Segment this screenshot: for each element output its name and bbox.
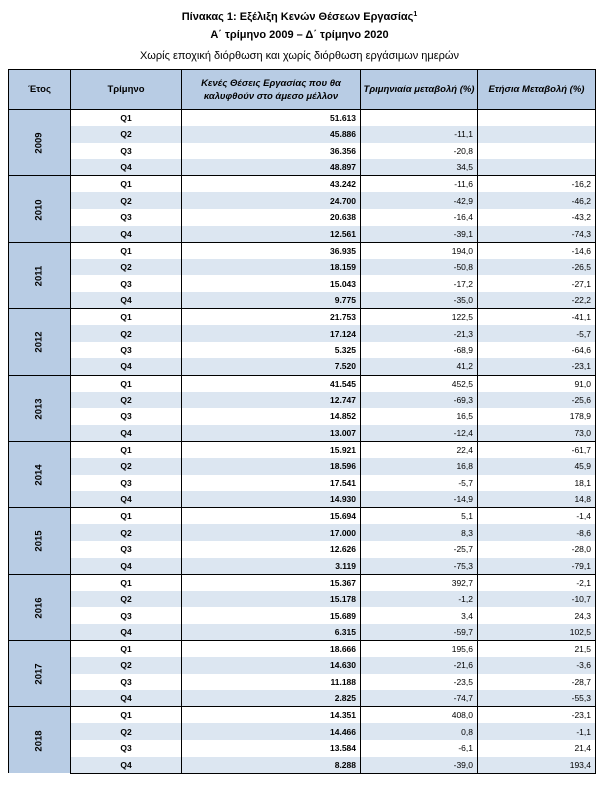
quarterly-change-cell: -5,7: [361, 475, 478, 492]
table-row: [9, 209, 596, 226]
year-label: 2009: [33, 132, 45, 154]
quarter-cell: Q3: [120, 477, 132, 488]
table-row: [9, 707, 596, 724]
table-row: [9, 674, 596, 691]
table-row: [9, 176, 596, 193]
vacancies-cell: 20.638: [182, 209, 361, 226]
quarter-cell: Q4: [71, 226, 182, 243]
annual-change-cell: -14,6: [478, 242, 596, 259]
quarter-cell: Q3: [120, 278, 132, 289]
quarter-cell: Q1: [71, 508, 182, 525]
table-row: [9, 143, 596, 160]
quarter-cell: Q2: [71, 524, 182, 541]
table-row: [9, 574, 596, 591]
table-row: [9, 524, 596, 541]
quarterly-change-cell: -39,0: [361, 757, 478, 774]
year-label: 2016: [33, 597, 45, 619]
quarter-cell: Q2: [71, 192, 182, 209]
quarterly-change-cell: -23,5: [361, 674, 478, 691]
annual-change-cell: -55,3: [478, 690, 596, 707]
annual-change-cell: 73,0: [478, 425, 596, 442]
annual-change-cell: -10,7: [478, 591, 596, 608]
vacancies-cell: 18.159: [182, 259, 361, 276]
vacancies-cell: 21.753: [182, 309, 361, 326]
annual-change-cell: -46,2: [478, 192, 596, 209]
table-row: [9, 159, 596, 176]
vacancies-cell: 18.596: [182, 458, 361, 475]
annual-change-cell: -3,6: [478, 657, 596, 674]
quarter-cell: Q1: [71, 574, 182, 591]
vacancies-cell: 36.356: [182, 143, 361, 160]
annual-change-cell: -22,2: [478, 292, 596, 309]
quarter-cell: Q4: [71, 159, 182, 176]
annual-change-cell: -23,1: [478, 358, 596, 375]
quarter-cell: Q4: [71, 358, 182, 375]
quarter-cell: Q3: [120, 345, 132, 356]
quarterly-change-cell: -12,4: [361, 425, 478, 442]
annual-change-cell: -23,1: [478, 707, 596, 724]
table-row: [9, 690, 596, 707]
quarterly-change-cell: -68,9: [361, 342, 478, 359]
quarter-cell: Q4: [71, 690, 182, 707]
table-row: [9, 408, 596, 425]
annual-change-cell: [478, 159, 596, 176]
quarter-cell: Q2: [71, 591, 182, 608]
vacancies-cell: 15.043: [182, 275, 361, 292]
table-row: [9, 292, 596, 309]
quarter-cell: Q3: [120, 743, 132, 754]
year-label: 2011: [33, 265, 45, 287]
table-row: [9, 757, 596, 774]
quarterly-change-cell: 194,0: [361, 242, 478, 259]
annual-change-cell: 21,5: [478, 641, 596, 658]
quarter-cell: Q4: [71, 624, 182, 641]
annual-change-cell: -8,6: [478, 524, 596, 541]
vacancies-cell: 9.775: [182, 292, 361, 309]
annual-change-cell: 193,4: [478, 757, 596, 774]
table-row: [9, 342, 596, 359]
quarter-cell: Q1: [71, 441, 182, 458]
table-title-text: Πίνακας 1: Εξέλιξη Κενών Θέσεων Εργασίας: [181, 11, 414, 23]
table-row: [9, 226, 596, 243]
vacancies-cell: 36.935: [182, 242, 361, 259]
annual-change-cell: -64,6: [478, 342, 596, 359]
table-row: [9, 259, 596, 276]
quarterly-change-cell: 0,8: [361, 723, 478, 740]
quarter-cell: Q4: [71, 558, 182, 575]
quarter-cell: Q2: [71, 126, 182, 143]
quarter-cell: Q2: [71, 458, 182, 475]
quarterly-change-cell: -42,9: [361, 192, 478, 209]
table-row: [9, 309, 596, 326]
year-label: 2013: [33, 398, 45, 420]
quarterly-change-cell: -21,3: [361, 325, 478, 342]
quarterly-change-cell: 3,4: [361, 607, 478, 624]
table-row: [9, 325, 596, 342]
header-quarterly-change: Τριμηνιαία μεταβολή (%): [361, 70, 478, 110]
annual-change-cell: 21,4: [478, 740, 596, 757]
vacancies-cell: 15.921: [182, 441, 361, 458]
table-title: [0, 9, 599, 26]
annual-change-cell: -1,1: [478, 723, 596, 740]
header-annual-change: Ετήσια Μεταβολή (%): [478, 70, 596, 110]
table-row: [9, 126, 596, 143]
quarterly-change-cell: 5,1: [361, 508, 478, 525]
quarter-cell: Q1: [71, 176, 182, 193]
vacancies-cell: 11.188: [182, 674, 361, 691]
vacancies-cell: 5.325: [182, 342, 361, 359]
quarterly-change-cell: -14,9: [361, 491, 478, 508]
quarterly-change-cell: -59,7: [361, 624, 478, 641]
quarter-cell: Q4: [71, 757, 182, 774]
vacancies-cell: 3.119: [182, 558, 361, 575]
annual-change-cell: -25,6: [478, 392, 596, 409]
table-row: [9, 375, 596, 392]
quarter-cell: Q3: [120, 411, 132, 422]
table-row: [9, 740, 596, 757]
quarterly-change-cell: -69,3: [361, 392, 478, 409]
vacancies-cell: 8.288: [182, 757, 361, 774]
vacancies-cell: 15.689: [182, 607, 361, 624]
quarterly-change-cell: [361, 110, 478, 127]
vacancies-cell: 12.626: [182, 541, 361, 558]
annual-change-cell: -28,0: [478, 541, 596, 558]
table-body: [9, 110, 596, 774]
vacancies-cell: 14.630: [182, 657, 361, 674]
annual-change-cell: -2,1: [478, 574, 596, 591]
annual-change-cell: 102,5: [478, 624, 596, 641]
vacancies-cell: 7.520: [182, 358, 361, 375]
quarterly-change-cell: -1,2: [361, 591, 478, 608]
header-quarter: Τρίμηνο: [71, 70, 182, 110]
vacancies-cell: 45.886: [182, 126, 361, 143]
quarter-cell: Q4: [71, 292, 182, 309]
quarterly-change-cell: -6,1: [361, 740, 478, 757]
quarter-cell: Q1: [71, 707, 182, 724]
quarterly-change-cell: -75,3: [361, 558, 478, 575]
quarter-cell: Q2: [71, 392, 182, 409]
table-row: [9, 491, 596, 508]
quarterly-change-cell: -21,6: [361, 657, 478, 674]
year-label: 2017: [33, 663, 45, 685]
annual-change-cell: -27,1: [478, 275, 596, 292]
table-row: [9, 392, 596, 409]
table-row: [9, 508, 596, 525]
vacancies-cell: 15.694: [182, 508, 361, 525]
quarterly-change-cell: 392,7: [361, 574, 478, 591]
table-row: [9, 541, 596, 558]
vacancies-cell: 41.545: [182, 375, 361, 392]
quarter-cell: Q1: [71, 309, 182, 326]
quarterly-change-cell: -11,1: [361, 126, 478, 143]
quarterly-change-cell: 195,6: [361, 641, 478, 658]
year-label: 2010: [33, 198, 45, 221]
vacancies-cell: 17.000: [182, 524, 361, 541]
annual-change-cell: -43,2: [478, 209, 596, 226]
annual-change-cell: 24,3: [478, 607, 596, 624]
annual-change-cell: -41,1: [478, 309, 596, 326]
annual-change-cell: -26,5: [478, 259, 596, 276]
quarter-cell: Q3: [120, 145, 132, 156]
year-label: 2014: [33, 464, 45, 486]
quarter-cell: Q3: [120, 676, 132, 687]
table-row: [9, 275, 596, 292]
quarter-cell: Q2: [71, 723, 182, 740]
quarter-cell: Q2: [71, 657, 182, 674]
table-period: Α΄ τρίμηνο 2009 – Δ΄ τρίμηνο 2020: [210, 29, 389, 41]
year-cell: [9, 441, 71, 507]
year-cell: [9, 574, 71, 640]
table-row: [9, 558, 596, 575]
year-cell: [9, 508, 71, 574]
annual-change-cell: -74,3: [478, 226, 596, 243]
annual-change-cell: -16,2: [478, 176, 596, 193]
year-label: 2018: [33, 730, 45, 752]
table-row: [9, 458, 596, 475]
table-row: [9, 192, 596, 209]
vacancies-table: [8, 69, 596, 774]
quarter-cell: Q2: [71, 259, 182, 276]
vacancies-cell: 48.897: [182, 159, 361, 176]
quarter-cell: Q1: [71, 242, 182, 259]
table-row: [9, 641, 596, 658]
quarterly-change-cell: 34,5: [361, 159, 478, 176]
vacancies-cell: 51.613: [182, 110, 361, 127]
year-cell: [9, 309, 71, 375]
table-row: [9, 624, 596, 641]
quarterly-change-cell: -25,7: [361, 541, 478, 558]
quarter-cell: Q3: [120, 610, 132, 621]
quarterly-change-cell: 16,8: [361, 458, 478, 475]
annual-change-cell: [478, 143, 596, 160]
year-cell: [9, 707, 71, 773]
table-row: [9, 475, 596, 492]
year-cell: [9, 110, 71, 176]
quarterly-change-cell: -50,8: [361, 259, 478, 276]
quarter-cell: Q2: [71, 325, 182, 342]
vacancies-cell: 13.007: [182, 425, 361, 442]
table-subtitle: Χωρίς εποχική διόρθωση και χωρίς διόρθωση εργάσιμων ημερών: [139, 50, 460, 62]
vacancies-cell: 15.367: [182, 574, 361, 591]
header-year: Έτος: [9, 70, 71, 110]
quarterly-change-cell: 41,2: [361, 358, 478, 375]
quarterly-change-cell: -35,0: [361, 292, 478, 309]
vacancies-cell: 12.561: [182, 226, 361, 243]
vacancies-cell: 14.466: [182, 723, 361, 740]
quarterly-change-cell: -16,4: [361, 209, 478, 226]
year-cell: [9, 176, 71, 242]
annual-change-cell: [478, 110, 596, 127]
quarterly-change-cell: -74,7: [361, 690, 478, 707]
annual-change-cell: 178,9: [478, 408, 596, 425]
quarter-cell: Q1: [71, 641, 182, 658]
quarterly-change-cell: -20,8: [361, 143, 478, 160]
year-cell: [9, 641, 71, 707]
vacancies-cell: 6.315: [182, 624, 361, 641]
quarterly-change-cell: 8,3: [361, 524, 478, 541]
table-row: [9, 591, 596, 608]
vacancies-cell: 17.541: [182, 475, 361, 492]
year-label: 2012: [33, 331, 45, 353]
table-header-row: [9, 70, 596, 110]
annual-change-cell: [478, 126, 596, 143]
table-row: [9, 242, 596, 259]
annual-change-cell: 18,1: [478, 475, 596, 492]
footnote-mark: 1: [413, 11, 418, 18]
quarterly-change-cell: -17,2: [361, 275, 478, 292]
annual-change-cell: -61,7: [478, 441, 596, 458]
vacancies-cell: 12.747: [182, 392, 361, 409]
annual-change-cell: -5,7: [478, 325, 596, 342]
vacancies-cell: 18.666: [182, 641, 361, 658]
quarter-cell: Q3: [120, 212, 132, 223]
vacancies-cell: 13.584: [182, 740, 361, 757]
quarter-cell: Q4: [71, 425, 182, 442]
vacancies-cell: 17.124: [182, 325, 361, 342]
annual-change-cell: -28,7: [478, 674, 596, 691]
table-row: [9, 607, 596, 624]
quarterly-change-cell: -39,1: [361, 226, 478, 243]
quarter-cell: Q1: [71, 110, 182, 127]
vacancies-cell: 14.852: [182, 408, 361, 425]
table-row: [9, 657, 596, 674]
annual-change-cell: 91,0: [478, 375, 596, 392]
quarterly-change-cell: 452,5: [361, 375, 478, 392]
quarterly-change-cell: 122,5: [361, 309, 478, 326]
annual-change-cell: -79,1: [478, 558, 596, 575]
year-label: 2015: [33, 530, 45, 553]
table-row: [9, 358, 596, 375]
vacancies-cell: 24.700: [182, 192, 361, 209]
table-row: [9, 425, 596, 442]
header-vacancies: Κενές Θέσεις Εργασίας που θα καλυφθούν στο άμεσο μέλλον: [182, 70, 361, 110]
quarterly-change-cell: 408,0: [361, 707, 478, 724]
year-cell: [9, 375, 71, 441]
annual-change-cell: -1,4: [478, 508, 596, 525]
quarterly-change-cell: -11,6: [361, 176, 478, 193]
vacancies-cell: 43.242: [182, 176, 361, 193]
table-row: [9, 110, 596, 127]
table-row: [9, 723, 596, 740]
quarter-cell: Q4: [71, 491, 182, 508]
vacancies-cell: 14.351: [182, 707, 361, 724]
table-row: [9, 441, 596, 458]
quarter-cell: Q1: [71, 375, 182, 392]
vacancies-cell: 2.825: [182, 690, 361, 707]
quarterly-change-cell: 22,4: [361, 441, 478, 458]
annual-change-cell: 14,8: [478, 491, 596, 508]
quarter-cell: Q3: [120, 544, 132, 555]
year-cell: [9, 242, 71, 308]
vacancies-cell: 15.178: [182, 591, 361, 608]
vacancies-cell: 14.930: [182, 491, 361, 508]
annual-change-cell: 45,9: [478, 458, 596, 475]
quarterly-change-cell: 16,5: [361, 408, 478, 425]
